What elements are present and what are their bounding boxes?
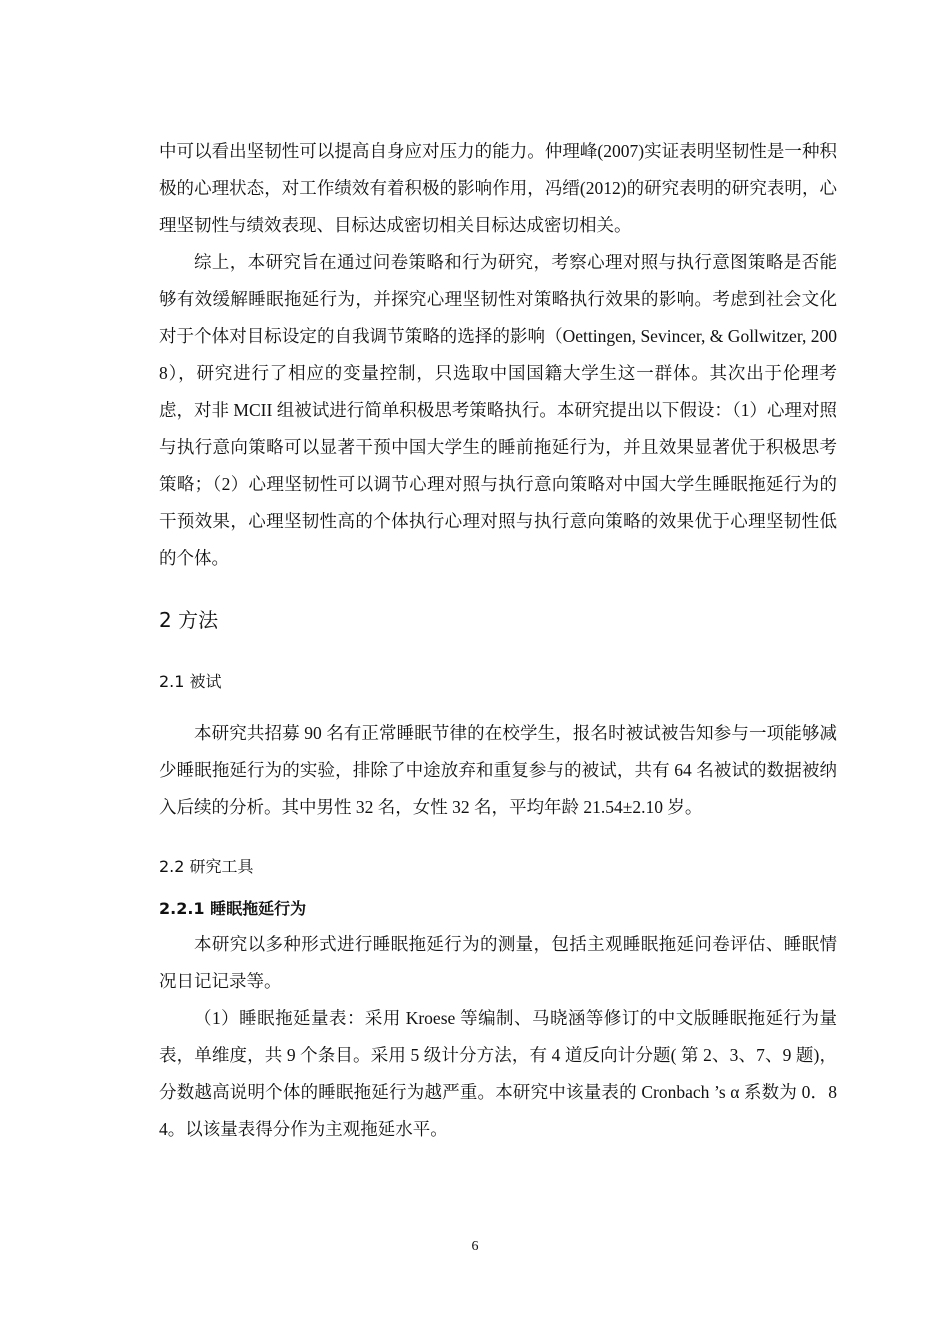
page-number: 6 [471, 1239, 479, 1254]
subsection-heading-participants: 2.1 被试 [159, 672, 222, 691]
section-heading-methods: 2 方法 [159, 608, 219, 632]
paragraph-participants: 本研究共招募 90 名有正常睡眠节律的在校学生，报名时被试被告知参与一项能够减少睡眠拖延行为的实验，排除了中途放弃和重复参与的被试，共有 64 名被试的数据被纳入后续的分析。其中男性 32 名，女性 32 名，平均年龄 21.54±2.10 岁。 [159, 723, 837, 817]
paragraph-study-aims: 综上，本研究旨在通过问卷策略和行为研究，考察心理对照与执行意图策略是否能够有效缓解睡眠拖延行为，并探究心理坚韧性对策略执行效果的影响。考虑到社会文化对于个体对目标设定的自我调节策略的选择的影响（Oettingen, Sevincer, & Gollwitzer, 2008），研究进行了相应的变量控制，只选取中国国籍大学生这一群体。其次出于伦理考虑，对非 MCII 组被试进行简单积极思考策略执行。本研究提出以下假设：（1）心理对照与执行意向策略可以显著干预中国大学生的睡前拖延行为，并且效果显著优于积极思考策略；（2）心理坚韧性可以调节心理对照与执行意向策略对中国大学生睡眠拖延行为的干预效果，心理坚韧性高的个体执行心理对照与执行意向策略的效果优于心理坚韧性低的个体。 [159, 252, 837, 568]
paragraph-hardiness-review: 中可以看出坚韧性可以提高自身应对压力的能力。仲理峰(2007)实证表明坚韧性是一种积极的心理状态，对工作绩效有着积极的影响作用，冯缙(2012)的研究表明的研究表明，心理坚韧性与绩效表现、目标达成密切相关目标达成密切相关。 [159, 141, 837, 235]
body-content [159, 133, 837, 1148]
subsection-heading-instruments: 2.2 研究工具 [159, 857, 254, 876]
paragraph-measurement-overview: 本研究以多种形式进行睡眠拖延行为的测量，包括主观睡眠拖延问卷评估、睡眠情况日记记录等。 [159, 934, 837, 991]
paragraph-scale-description: （1）睡眠拖延量表：采用 Kroese 等编制、马晓涵等修订的中文版睡眠拖延行为量表，单维度，共 9 个条目。采用 5 级计分方法，有 4 道反向计分题( 第 2、3、7、9 题)，分数越高说明个体的睡眠拖延行为越严重。本研究中该量表的 Cronbach ’s α 系数为 0．84。以该量表得分作为主观拖延水平。 [159, 1008, 837, 1139]
subsubsection-heading-sleep-procrastination: 2.2.1 睡眠拖延行为 [159, 899, 307, 918]
